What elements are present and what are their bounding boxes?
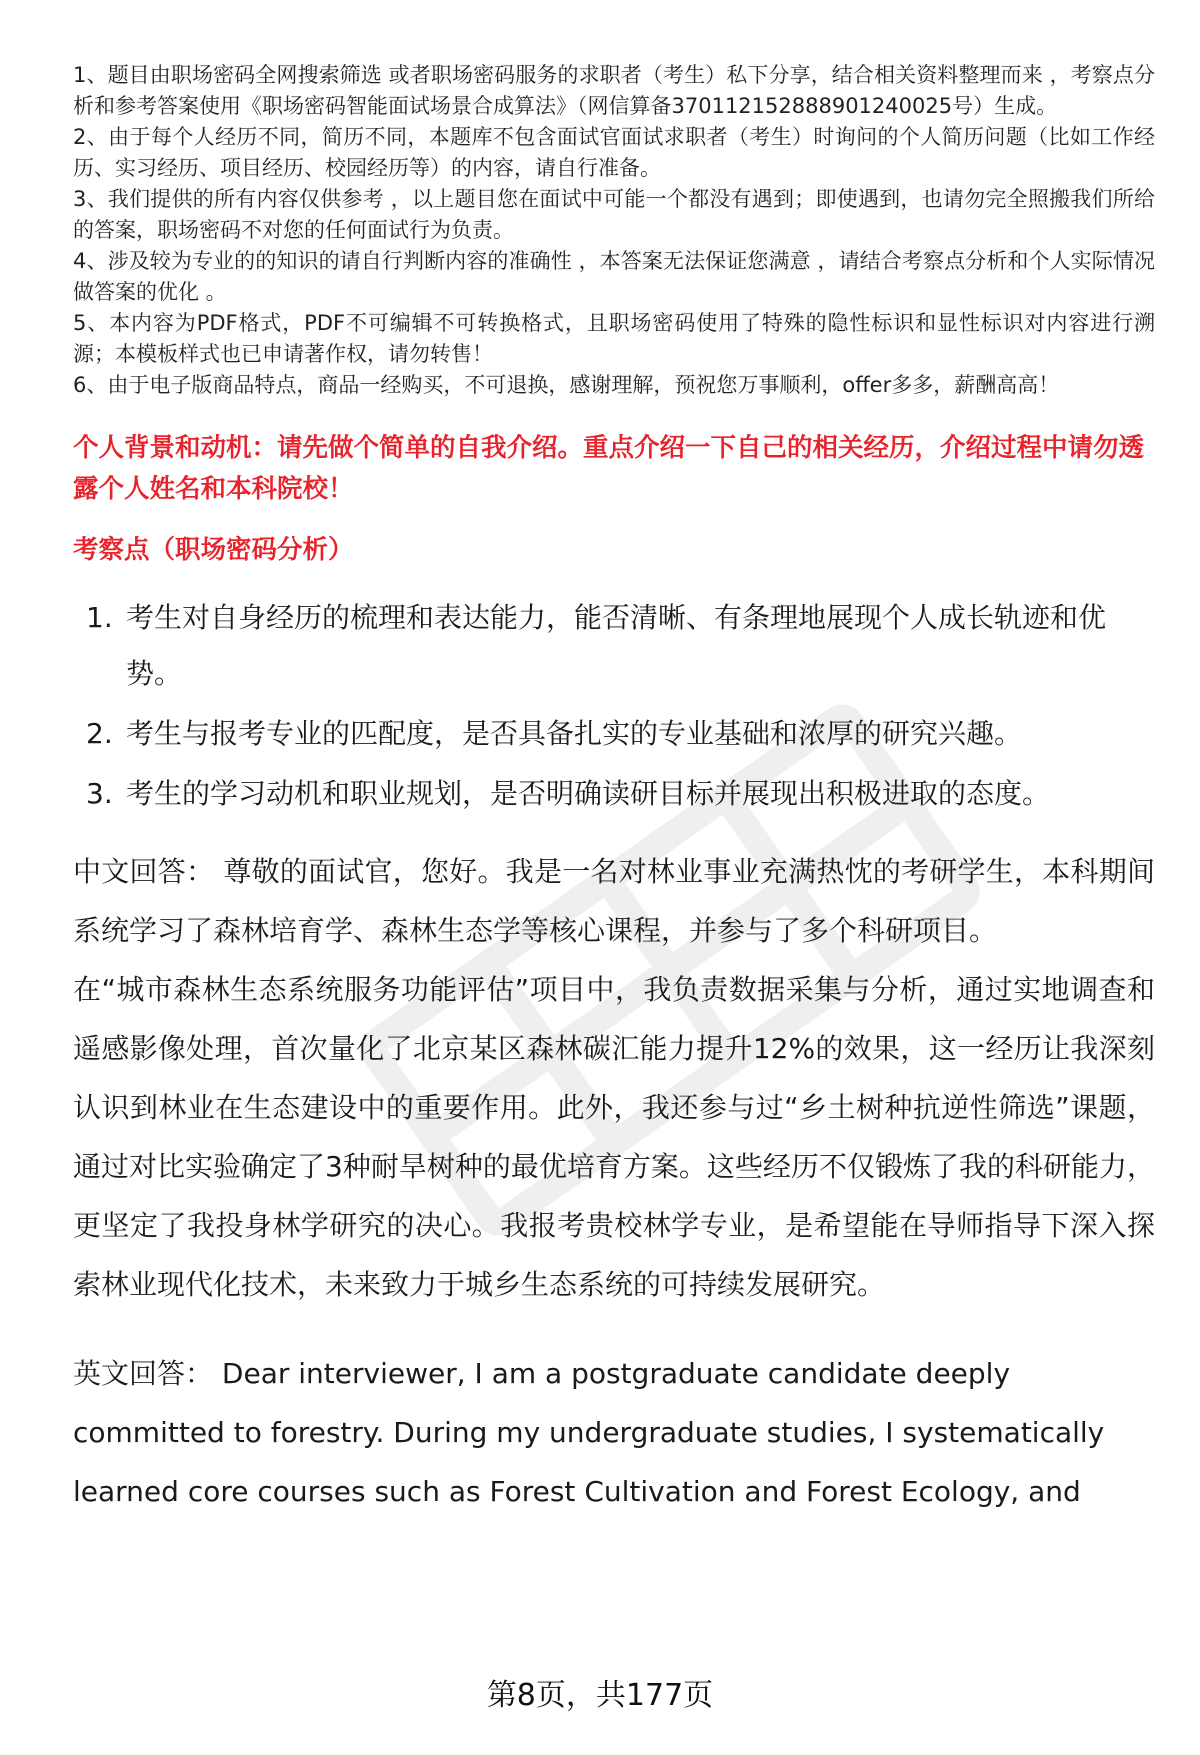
- point-text: 考生对自身经历的梳理和表达能力，能否清晰、有条理地展现个人成长轨迹和优势。: [126, 601, 1107, 690]
- english-answer: [73, 1344, 1155, 1521]
- english-answer-paragraph: [73, 1344, 1155, 1521]
- chinese-answer-text: 尊敬的面试官，您好。我是一名对林业事业充满热忱的考研学生，本科期间系统学习了森林培育学、森林生态学等核心课程，并参与了多个科研项目。: [73, 855, 1155, 947]
- english-answer-label: 英文回答：: [73, 1357, 214, 1390]
- analysis-heading: 考察点（职场密码分析）: [73, 535, 354, 565]
- point-text: 考生的学习动机和职业规划，是否明确读研目标并展现出积极进取的态度。: [126, 777, 1051, 810]
- chinese-answer-paragraph: 在“城市森林生态系统服务功能评估”项目中，我负责数据采集与分析，通过实地调查和遥感影像处理，首次量化了北京某区森林碳汇能力提升12%的效果，这一经历让我深刻认识到林业在生态建设中的重要作用。此外，我还参与过“乡土树种抗逆性筛选”课题，通过对比实验确定了3种耐旱树种的最优培育方案。这些经历不仅锻炼了我的科研能力，更坚定了我投身林学研究的决心。我报考贵校林学专业，是希望能在导师指导下深入探索林业现代化技术，未来致力于城乡生态系统的可持续发展研究。: [73, 973, 1155, 1301]
- analysis-point: [73, 706, 1155, 762]
- disclaimer-notes: [73, 60, 1155, 401]
- note-item: 4、涉及较为专业的的知识的请自行判断内容的准确性 ，本答案无法保证您满意 ，请结合考察点分析和个人实际情况做答案的优化 。: [73, 249, 1155, 304]
- point-number: 2.: [86, 717, 113, 750]
- point-number: 3.: [86, 777, 113, 810]
- note-item: 1、题目由职场密码全网搜索筛选 或者职场密码服务的求职者（考生）私下分享，结合相关资料整理而来 ，考察点分析和参考答案使用《职场密码智能面试场景合成算法》（网信算备370112152888901240025号）生成。: [73, 63, 1155, 118]
- note-item: 5、本内容为PDF格式，PDF不可编辑不可转换格式，且职场密码使用了特殊的隐性标识和显性标识对内容进行溯源；本模板样式也已申请著作权，请勿转售！: [73, 311, 1155, 366]
- point-number: 1.: [86, 601, 113, 634]
- interview-question: 个人背景和动机：请先做个简单的自我介绍。重点介绍一下自己的相关经历，介绍过程中请勿透露个人姓名和本科院校！: [73, 433, 1145, 504]
- analysis-point: [73, 590, 1155, 702]
- note-item: 2、由于每个人经历不同，简历不同，本题库不包含面试官面试求职者（考生）时询问的个人简历问题（比如工作经历、实习经历、项目经历、校园经历等）的内容，请自行准备。: [73, 125, 1155, 180]
- chinese-answer: [73, 842, 1155, 1314]
- page-number-footer: 第8页，共177页: [486, 1678, 714, 1713]
- analysis-points: [73, 590, 1155, 822]
- note-item: 3、我们提供的所有内容仅供参考 ，以上题目您在面试中可能一个都没有遇到；即使遇到，也请勿完全照搬我们所给的答案，职场密码不对您的任何面试行为负责。: [73, 187, 1155, 242]
- point-text: 考生与报考专业的匹配度，是否具备扎实的专业基础和浓厚的研究兴趣。: [126, 717, 1023, 750]
- chinese-answer-label: 中文回答：: [73, 855, 215, 888]
- document-page: [73, 60, 1155, 1521]
- chinese-answer-paragraph: [73, 842, 1155, 960]
- analysis-point: [73, 766, 1155, 822]
- note-item: 6、由于电子版商品特点，商品一经购买，不可退换，感谢理解，预祝您万事顺利，offer多多，薪酬高高！: [73, 373, 1060, 397]
- english-answer-text: Dear interviewer, I am a postgraduate candidate deeply committed to forestry. During my undergraduate studies, I systematically learned core courses such as Forest Cultivation and Forest Ecology, and: [73, 1357, 1105, 1508]
